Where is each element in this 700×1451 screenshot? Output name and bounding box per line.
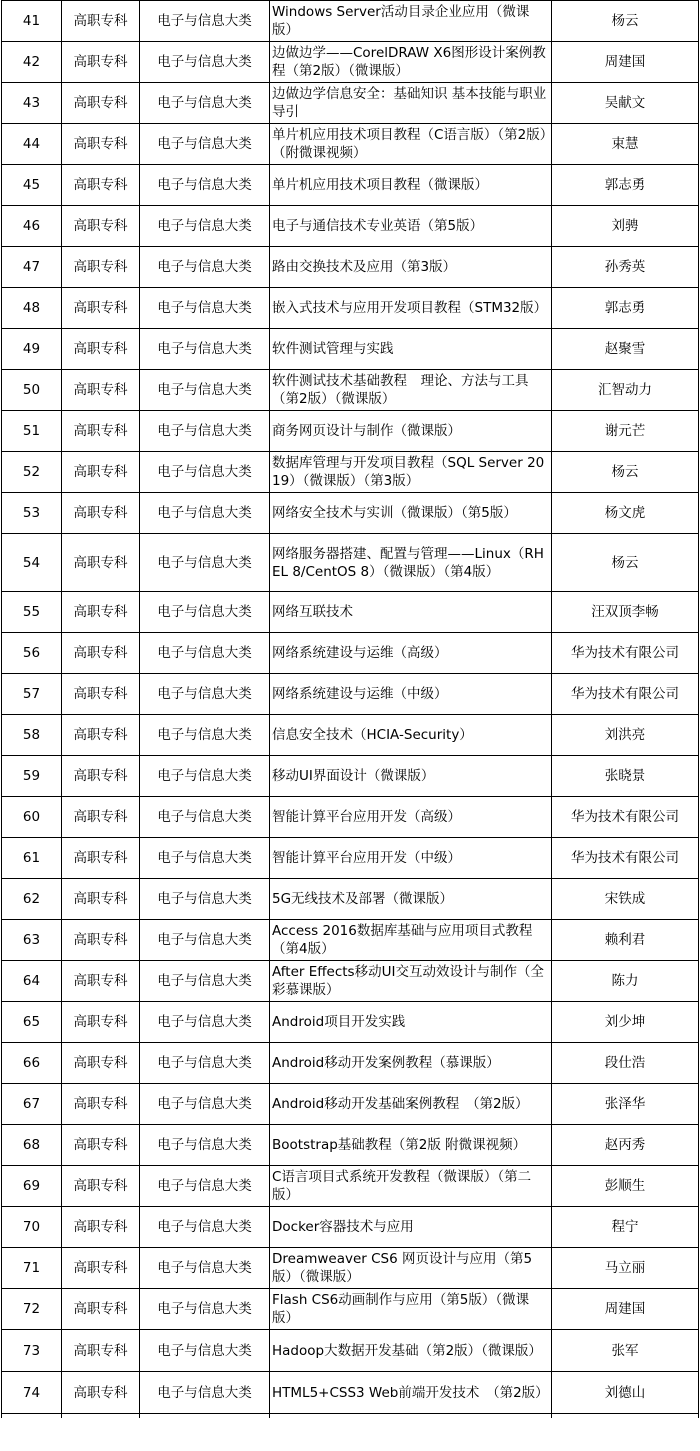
education-level-cell: 高职专科 (62, 797, 140, 838)
table-row (2, 1289, 699, 1330)
table-row (2, 1166, 699, 1207)
author-cell: 段仕浩 (552, 1043, 699, 1084)
table-row (2, 247, 699, 288)
education-level-cell: 高职专科 (62, 1002, 140, 1043)
book-title-cell: 电子与通信技术专业英语（第5版） (270, 206, 552, 247)
textbook-list-table (1, 0, 699, 1418)
book-title-cell: Windows Server活动目录企业应用（微课版） (270, 1, 552, 42)
education-level-cell: 高职专科 (62, 674, 140, 715)
book-title-cell: 边做边学信息安全：基础知识 基本技能与职业导引 (270, 83, 552, 124)
empty-cell (2, 1414, 62, 1419)
subject-category-cell: 电子与信息大类 (140, 1125, 270, 1166)
author-cell: 华为技术有限公司 (552, 633, 699, 674)
empty-cell (270, 1414, 552, 1419)
row-number-cell: 68 (2, 1125, 62, 1166)
subject-category-cell: 电子与信息大类 (140, 961, 270, 1002)
table-row (2, 83, 699, 124)
author-cell: 刘骋 (552, 206, 699, 247)
row-number-cell: 67 (2, 1084, 62, 1125)
table-row (2, 288, 699, 329)
table-row (2, 1, 699, 42)
table-row (2, 493, 699, 534)
education-level-cell: 高职专科 (62, 370, 140, 411)
table-row (2, 1002, 699, 1043)
education-level-cell: 高职专科 (62, 247, 140, 288)
table-row (2, 370, 699, 411)
row-number-cell: 47 (2, 247, 62, 288)
subject-category-cell: 电子与信息大类 (140, 674, 270, 715)
row-number-cell: 51 (2, 411, 62, 452)
author-cell: 华为技术有限公司 (552, 674, 699, 715)
author-cell: 孙秀英 (552, 247, 699, 288)
subject-category-cell: 电子与信息大类 (140, 247, 270, 288)
row-number-cell: 69 (2, 1166, 62, 1207)
subject-category-cell: 电子与信息大类 (140, 879, 270, 920)
education-level-cell: 高职专科 (62, 1166, 140, 1207)
table-row (2, 961, 699, 1002)
row-number-cell: 61 (2, 838, 62, 879)
book-title-cell: Flash CS6动画制作与应用（第5版）（微课版） (270, 1289, 552, 1330)
book-title-cell: 单片机应用技术项目教程（C语言版）（第2版）（附微课视频） (270, 124, 552, 165)
book-title-cell: 网络互联技术 (270, 592, 552, 633)
author-cell: 刘少坤 (552, 1002, 699, 1043)
author-cell: 赵聚雪 (552, 329, 699, 370)
subject-category-cell: 电子与信息大类 (140, 1248, 270, 1289)
row-number-cell: 71 (2, 1248, 62, 1289)
author-cell: 郭志勇 (552, 165, 699, 206)
subject-category-cell: 电子与信息大类 (140, 411, 270, 452)
row-number-cell: 59 (2, 756, 62, 797)
table-row (2, 674, 699, 715)
education-level-cell: 高职专科 (62, 124, 140, 165)
subject-category-cell: 电子与信息大类 (140, 1002, 270, 1043)
book-title-cell: 路由交换技术及应用（第3版） (270, 247, 552, 288)
table-row (2, 756, 699, 797)
education-level-cell: 高职专科 (62, 83, 140, 124)
subject-category-cell: 电子与信息大类 (140, 42, 270, 83)
education-level-cell: 高职专科 (62, 961, 140, 1002)
table-row (2, 797, 699, 838)
education-level-cell: 高职专科 (62, 633, 140, 674)
subject-category-cell: 电子与信息大类 (140, 1, 270, 42)
author-cell: 汇智动力 (552, 370, 699, 411)
book-title-cell: Android项目开发实践 (270, 1002, 552, 1043)
row-number-cell: 74 (2, 1372, 62, 1414)
author-cell: 马立丽 (552, 1248, 699, 1289)
education-level-cell: 高职专科 (62, 715, 140, 756)
author-cell: 陈力 (552, 961, 699, 1002)
subject-category-cell: 电子与信息大类 (140, 592, 270, 633)
table-row (2, 633, 699, 674)
author-cell: 赵丙秀 (552, 1125, 699, 1166)
education-level-cell: 高职专科 (62, 206, 140, 247)
education-level-cell: 高职专科 (62, 1248, 140, 1289)
row-number-cell: 41 (2, 1, 62, 42)
author-cell: 周建国 (552, 42, 699, 83)
row-number-cell: 73 (2, 1330, 62, 1372)
subject-category-cell: 电子与信息大类 (140, 206, 270, 247)
table-row (2, 411, 699, 452)
row-number-cell: 46 (2, 206, 62, 247)
education-level-cell: 高职专科 (62, 42, 140, 83)
book-title-cell: HTML5+CSS3 Web前端开发技术 （第2版） (270, 1372, 552, 1414)
table-row (2, 879, 699, 920)
education-level-cell: 高职专科 (62, 756, 140, 797)
education-level-cell: 高职专科 (62, 1207, 140, 1248)
subject-category-cell: 电子与信息大类 (140, 1084, 270, 1125)
book-title-cell: Access 2016数据库基础与应用项目式教程（第4版） (270, 920, 552, 961)
author-cell: 杨云 (552, 1, 699, 42)
row-number-cell: 60 (2, 797, 62, 838)
author-cell: 杨云 (552, 534, 699, 592)
book-title-cell: 网络安全技术与实训（微课版）（第5版） (270, 493, 552, 534)
book-title-cell: 网络系统建设与运维（中级） (270, 674, 552, 715)
table-row (2, 1043, 699, 1084)
subject-category-cell: 电子与信息大类 (140, 1166, 270, 1207)
education-level-cell: 高职专科 (62, 452, 140, 493)
row-number-cell: 57 (2, 674, 62, 715)
table-row (2, 1330, 699, 1372)
table-row (2, 452, 699, 493)
author-cell: 束慧 (552, 124, 699, 165)
book-title-cell: Dreamweaver CS6 网页设计与应用（第5版）（微课版） (270, 1248, 552, 1289)
table-row (2, 1084, 699, 1125)
subject-category-cell: 电子与信息大类 (140, 633, 270, 674)
education-level-cell: 高职专科 (62, 879, 140, 920)
book-title-cell: 软件测试技术基础教程 理论、方法与工具（第2版）（微课版） (270, 370, 552, 411)
author-cell: 吴献文 (552, 83, 699, 124)
book-title-cell: 移动UI界面设计（微课版） (270, 756, 552, 797)
education-level-cell: 高职专科 (62, 411, 140, 452)
table-row (2, 42, 699, 83)
table-row (2, 715, 699, 756)
book-title-cell: 网络系统建设与运维（高级） (270, 633, 552, 674)
subject-category-cell: 电子与信息大类 (140, 1043, 270, 1084)
book-title-cell: Bootstrap基础教程（第2版 附微课视频） (270, 1125, 552, 1166)
author-cell: 郭志勇 (552, 288, 699, 329)
book-title-cell: 商务网页设计与制作（微课版） (270, 411, 552, 452)
book-title-cell: Hadoop大数据开发基础（第2版）（微课版） (270, 1330, 552, 1372)
row-number-cell: 45 (2, 165, 62, 206)
book-title-cell: 信息安全技术（HCIA-Security） (270, 715, 552, 756)
row-number-cell: 42 (2, 42, 62, 83)
author-cell: 周建国 (552, 1289, 699, 1330)
row-number-cell: 52 (2, 452, 62, 493)
row-number-cell: 62 (2, 879, 62, 920)
table-row (2, 124, 699, 165)
table-row (2, 592, 699, 633)
subject-category-cell: 电子与信息大类 (140, 452, 270, 493)
row-number-cell: 70 (2, 1207, 62, 1248)
book-title-cell: C语言项目式系统开发教程（微课版）（第二版） (270, 1166, 552, 1207)
empty-cell (62, 1414, 140, 1419)
education-level-cell: 高职专科 (62, 534, 140, 592)
book-title-cell: 智能计算平台应用开发（中级） (270, 838, 552, 879)
book-title-cell: Android移动开发案例教程（慕课版） (270, 1043, 552, 1084)
subject-category-cell: 电子与信息大类 (140, 920, 270, 961)
author-cell: 杨云 (552, 452, 699, 493)
book-title-cell: 5G无线技术及部署（微课版） (270, 879, 552, 920)
row-number-cell: 63 (2, 920, 62, 961)
table-row (2, 534, 699, 592)
row-number-cell: 50 (2, 370, 62, 411)
author-cell: 张泽华 (552, 1084, 699, 1125)
row-number-cell: 65 (2, 1002, 62, 1043)
author-cell: 刘德山 (552, 1372, 699, 1414)
row-number-cell: 43 (2, 83, 62, 124)
book-title-cell: 智能计算平台应用开发（高级） (270, 797, 552, 838)
education-level-cell: 高职专科 (62, 838, 140, 879)
subject-category-cell: 电子与信息大类 (140, 1330, 270, 1372)
education-level-cell: 高职专科 (62, 1330, 140, 1372)
author-cell: 张军 (552, 1330, 699, 1372)
row-number-cell: 54 (2, 534, 62, 592)
table-row (2, 920, 699, 961)
row-number-cell: 55 (2, 592, 62, 633)
row-number-cell: 66 (2, 1043, 62, 1084)
author-cell: 华为技术有限公司 (552, 838, 699, 879)
education-level-cell: 高职专科 (62, 288, 140, 329)
table-row (2, 165, 699, 206)
education-level-cell: 高职专科 (62, 1289, 140, 1330)
table-row (2, 206, 699, 247)
row-number-cell: 72 (2, 1289, 62, 1330)
author-cell: 赖利君 (552, 920, 699, 961)
author-cell: 杨文虎 (552, 493, 699, 534)
author-cell: 刘洪亮 (552, 715, 699, 756)
table-body (2, 1, 699, 1419)
subject-category-cell: 电子与信息大类 (140, 165, 270, 206)
education-level-cell: 高职专科 (62, 329, 140, 370)
book-title-cell: Docker容器技术与应用 (270, 1207, 552, 1248)
subject-category-cell: 电子与信息大类 (140, 83, 270, 124)
education-level-cell: 高职专科 (62, 165, 140, 206)
subject-category-cell: 电子与信息大类 (140, 838, 270, 879)
row-number-cell: 49 (2, 329, 62, 370)
subject-category-cell: 电子与信息大类 (140, 715, 270, 756)
empty-cell (552, 1414, 699, 1419)
education-level-cell: 高职专科 (62, 1084, 140, 1125)
education-level-cell: 高职专科 (62, 1, 140, 42)
author-cell: 华为技术有限公司 (552, 797, 699, 838)
subject-category-cell: 电子与信息大类 (140, 493, 270, 534)
author-cell: 程宁 (552, 1207, 699, 1248)
subject-category-cell: 电子与信息大类 (140, 124, 270, 165)
book-title-cell: 单片机应用技术项目教程（微课版） (270, 165, 552, 206)
row-number-cell: 64 (2, 961, 62, 1002)
table-row (2, 1248, 699, 1289)
subject-category-cell: 电子与信息大类 (140, 1289, 270, 1330)
row-number-cell: 48 (2, 288, 62, 329)
author-cell: 张晓景 (552, 756, 699, 797)
book-title-cell: 嵌入式技术与应用开发项目教程（STM32版） (270, 288, 552, 329)
subject-category-cell: 电子与信息大类 (140, 797, 270, 838)
education-level-cell: 高职专科 (62, 493, 140, 534)
row-number-cell: 53 (2, 493, 62, 534)
author-cell: 彭顺生 (552, 1166, 699, 1207)
book-title-cell: 软件测试管理与实践 (270, 329, 552, 370)
subject-category-cell: 电子与信息大类 (140, 534, 270, 592)
empty-cell (140, 1414, 270, 1419)
table-row (2, 329, 699, 370)
book-title-cell: 数据库管理与开发项目教程（SQL Server 2019）（微课版）（第3版） (270, 452, 552, 493)
education-level-cell: 高职专科 (62, 1043, 140, 1084)
table-row-continuation (2, 1414, 699, 1419)
subject-category-cell: 电子与信息大类 (140, 370, 270, 411)
table-row (2, 838, 699, 879)
subject-category-cell: 电子与信息大类 (140, 756, 270, 797)
row-number-cell: 44 (2, 124, 62, 165)
book-title-cell: 网络服务器搭建、配置与管理——Linux（RHEL 8/CentOS 8）（微课版）（第4版） (270, 534, 552, 592)
table-row (2, 1125, 699, 1166)
book-title-cell: After Effects移动UI交互动效设计与制作（全彩慕课版） (270, 961, 552, 1002)
subject-category-cell: 电子与信息大类 (140, 1372, 270, 1414)
table-row (2, 1207, 699, 1248)
education-level-cell: 高职专科 (62, 1125, 140, 1166)
subject-category-cell: 电子与信息大类 (140, 1207, 270, 1248)
education-level-cell: 高职专科 (62, 920, 140, 961)
row-number-cell: 56 (2, 633, 62, 674)
author-cell: 谢元芒 (552, 411, 699, 452)
author-cell: 汪双顶李畅 (552, 592, 699, 633)
book-title-cell: 边做边学——CorelDRAW X6图形设计案例教程（第2版）（微课版） (270, 42, 552, 83)
row-number-cell: 58 (2, 715, 62, 756)
education-level-cell: 高职专科 (62, 1372, 140, 1414)
author-cell: 宋铁成 (552, 879, 699, 920)
subject-category-cell: 电子与信息大类 (140, 288, 270, 329)
table-row (2, 1372, 699, 1414)
subject-category-cell: 电子与信息大类 (140, 329, 270, 370)
book-title-cell: Android移动开发基础案例教程 （第2版） (270, 1084, 552, 1125)
education-level-cell: 高职专科 (62, 592, 140, 633)
